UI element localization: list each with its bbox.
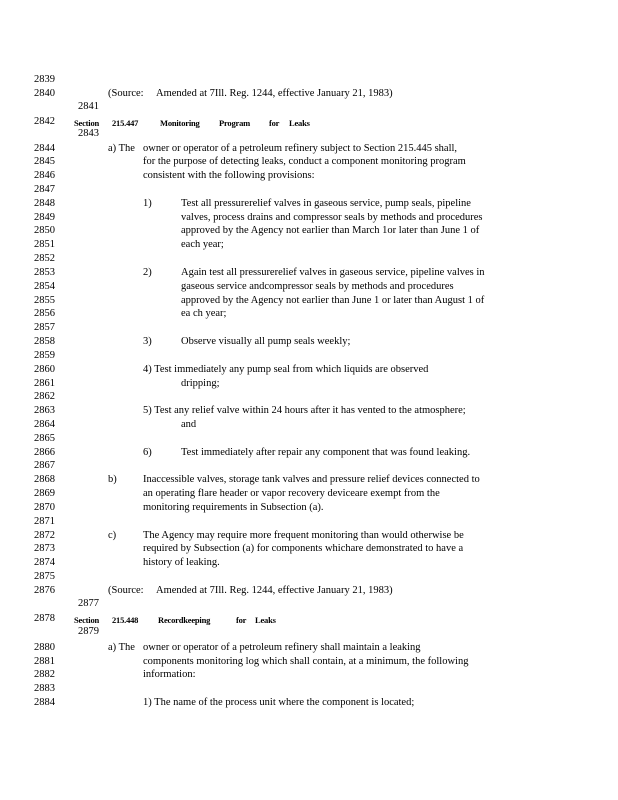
paragraph-text: an operating flare header or vapor recovery deviceare exempt from the	[143, 488, 440, 499]
section-title: Leaks	[289, 118, 310, 128]
paragraph-text: Inaccessible valves, storage tank valves and pressure relief devices connected to	[143, 474, 480, 485]
line-number: 2876	[34, 585, 55, 596]
line-number: 2869	[34, 488, 55, 499]
paragraph-text: owner or operator of a petroleum refinery subject to Section 215.445 shall,	[143, 143, 458, 154]
paragraph-label: a) The	[108, 642, 135, 653]
source-note-label: (Source:	[108, 585, 144, 596]
item-number: 3)	[143, 336, 152, 347]
line-number: 2839	[34, 74, 55, 85]
item-text: valves, process drains and compressor seals by methods and procedures	[181, 212, 483, 223]
line-number: 2874	[34, 557, 55, 568]
paragraph-text: required by Subsection (a) for components whichare demonstrated to have a	[143, 543, 464, 554]
line-number: 2879	[78, 626, 99, 637]
item-text: each year;	[181, 239, 224, 250]
section-word: Section	[74, 118, 100, 128]
line-number: 2871	[34, 516, 55, 527]
paragraph-text: consistent with the following provisions:	[143, 170, 315, 181]
line-number: 2851	[34, 239, 55, 250]
line-number: 2853	[34, 267, 55, 278]
line-number: 2859	[34, 350, 55, 361]
line-number: 2861	[34, 378, 55, 389]
line-number: 2849	[34, 212, 55, 223]
item-number: 6)	[143, 447, 152, 458]
line-number: 2884	[34, 697, 55, 708]
item-text: approved by the Agency not earlier than March 1or later than June 1 of	[181, 225, 480, 236]
item-text: 1) The name of the process unit where the component is located;	[143, 697, 415, 708]
line-number: 2856	[34, 308, 55, 319]
item-number: 1)	[143, 198, 152, 209]
item-number: 2)	[143, 267, 152, 278]
line-number: 2866	[34, 447, 55, 458]
paragraph-label: b)	[108, 474, 117, 485]
line-number: 2847	[34, 184, 55, 195]
section-title: Monitoring	[160, 118, 200, 128]
line-number: 2852	[34, 253, 55, 264]
paragraph-text: for the purpose of detecting leaks, conduct a component monitoring program	[143, 156, 466, 167]
paragraph-text: owner or operator of a petroleum refinery shall maintain a leaking	[143, 642, 421, 653]
item-text: Test all pressurerelief valves in gaseous service, pump seals, pipeline	[181, 198, 471, 209]
line-number: 2877	[78, 598, 99, 609]
line-number: 2840	[34, 88, 55, 99]
item-text: gaseous service andcompressor seals by methods and procedures	[181, 281, 454, 292]
section-title: Program	[219, 118, 251, 128]
item-text: dripping;	[181, 378, 220, 389]
line-number: 2873	[34, 543, 55, 554]
line-number: 2841	[78, 101, 99, 112]
section-title: for	[236, 615, 247, 625]
line-number: 2868	[34, 474, 55, 485]
line-number: 2883	[34, 683, 55, 694]
section-word: Section	[74, 615, 100, 625]
paragraph-text: information:	[143, 669, 196, 680]
item-text: Again test all pressurerelief valves in gaseous service, pipeline valves in	[181, 267, 485, 278]
line-number: 2845	[34, 156, 55, 167]
source-note-text: Amended at 7Ill. Reg. 1244, effective January 21, 1983)	[156, 585, 393, 596]
item-text: 4) Test immediately any pump seal from which liquids are observed	[143, 364, 429, 375]
paragraph-text: The Agency may require more frequent monitoring than would otherwise be	[143, 530, 464, 541]
line-number: 2875	[34, 571, 55, 582]
line-number: 2870	[34, 502, 55, 513]
item-text: Test immediately after repair any component that was found leaking.	[181, 447, 471, 458]
paragraph-label: c)	[108, 530, 117, 541]
section-number: 215.447	[112, 118, 139, 128]
item-text: ea ch year;	[181, 308, 227, 319]
line-number: 2858	[34, 336, 55, 347]
section-title: Leaks	[255, 615, 276, 625]
line-number: 2881	[34, 656, 55, 667]
source-note-label: (Source:	[108, 88, 144, 99]
paragraph-text: monitoring requirements in Subsection (a).	[143, 502, 324, 513]
item-text: and	[181, 419, 197, 430]
line-number: 2846	[34, 170, 55, 181]
line-number: 2864	[34, 419, 55, 430]
line-number: 2843	[78, 128, 99, 139]
section-title: for	[269, 118, 280, 128]
paragraph-label: a) The	[108, 143, 135, 154]
line-number: 2855	[34, 295, 55, 306]
line-number: 2860	[34, 364, 55, 375]
line-number: 2842	[34, 116, 55, 127]
line-number: 2865	[34, 433, 55, 444]
line-number: 2850	[34, 225, 55, 236]
source-note-text: Amended at 7Ill. Reg. 1244, effective January 21, 1983)	[156, 88, 393, 99]
line-number: 2880	[34, 642, 55, 653]
paragraph-text: history of leaking.	[143, 557, 220, 568]
line-number: 2878	[34, 613, 55, 624]
item-text: 5) Test any relief valve within 24 hours after it has vented to the atmosphere;	[143, 405, 466, 416]
section-title: Recordkeeping	[158, 615, 211, 625]
line-number: 2862	[34, 391, 55, 402]
line-number: 2867	[34, 460, 55, 471]
line-number: 2857	[34, 322, 55, 333]
line-number: 2854	[34, 281, 55, 292]
line-number: 2863	[34, 405, 55, 416]
item-text: Observe visually all pump seals weekly;	[181, 336, 351, 347]
line-number: 2844	[34, 143, 55, 154]
line-number: 2882	[34, 669, 55, 680]
section-number: 215.448	[112, 615, 139, 625]
line-number: 2848	[34, 198, 55, 209]
line-number: 2872	[34, 530, 55, 541]
paragraph-text: components monitoring log which shall contain, at a minimum, the following	[143, 656, 469, 667]
item-text: approved by the Agency not earlier than June 1 or later than August 1 of	[181, 295, 485, 306]
